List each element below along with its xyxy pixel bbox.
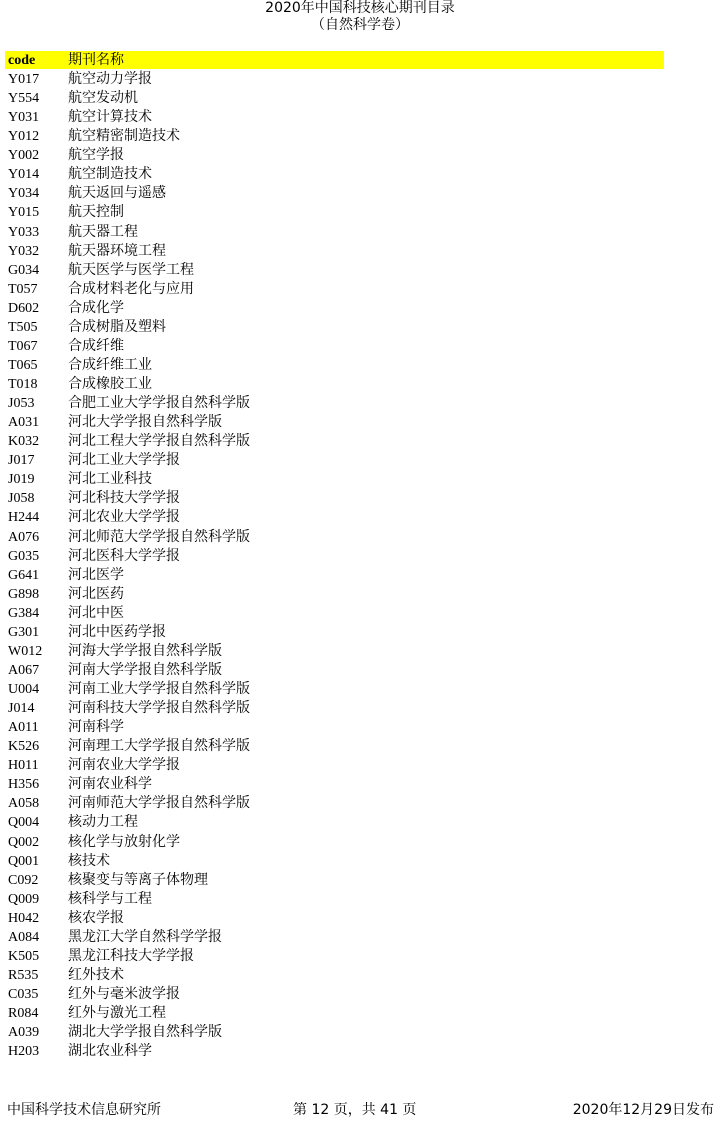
- journal-code: H244: [8, 510, 40, 526]
- table-row: [5, 528, 664, 547]
- table-row: [5, 223, 664, 242]
- journal-code: Q009: [8, 891, 40, 907]
- table-row: [5, 508, 664, 527]
- journal-code: G301: [8, 624, 40, 640]
- journal-name: 河北大学学报自然科学版: [68, 414, 222, 431]
- journal-name: 河北师范大学学报自然科学版: [68, 528, 250, 545]
- journal-name: 航空发动机: [68, 90, 138, 107]
- table-row: [5, 89, 664, 108]
- table-row: [5, 318, 664, 337]
- journal-code: R535: [8, 967, 39, 983]
- table-row: [5, 871, 664, 890]
- journal-code: T065: [8, 357, 38, 373]
- journal-code: H356: [8, 777, 40, 793]
- journal-code: Y015: [8, 205, 40, 221]
- journal-name: 红外技术: [68, 966, 124, 983]
- document-subtitle: （自然科学卷）: [311, 17, 409, 33]
- table-row: [5, 585, 664, 604]
- column-header-name: 期刊名称: [68, 52, 124, 68]
- table-row: [5, 928, 664, 947]
- journal-code: A011: [8, 720, 39, 736]
- journal-code: K505: [8, 948, 40, 964]
- journal-code: T057: [8, 281, 38, 297]
- table-row: [5, 813, 664, 832]
- journal-code: G898: [8, 586, 40, 602]
- journal-code: K526: [8, 739, 40, 755]
- journal-name: 黑龙江大学自然科学学报: [68, 928, 222, 945]
- table-row: [5, 852, 664, 871]
- journal-code: T018: [8, 377, 38, 392]
- journal-name: 河北工业科技: [68, 471, 152, 488]
- table-header-row: [5, 51, 664, 69]
- journal-name: 河南农业大学学报: [68, 757, 180, 774]
- journal-name: 湖北农业科学: [68, 1043, 152, 1060]
- table-row: [5, 70, 664, 89]
- journal-name: 航空动力学报: [68, 71, 152, 87]
- journal-code: Q004: [8, 815, 40, 831]
- journal-code: G035: [8, 548, 40, 564]
- journal-name: 核农学报: [68, 909, 124, 926]
- journal-name: 核聚变与等离子体物理: [68, 871, 208, 888]
- journal-code: J053: [8, 396, 35, 412]
- journal-code: A076: [8, 529, 40, 545]
- table-row: [5, 737, 664, 756]
- table-row: [5, 356, 664, 375]
- journal-code: U004: [8, 682, 40, 697]
- table-row: [5, 985, 664, 1004]
- journal-code: J014: [8, 701, 35, 717]
- table-row: [5, 833, 664, 852]
- journal-code: Y012: [8, 129, 40, 145]
- journal-code: Q002: [8, 834, 40, 850]
- journal-name: 河北科技大学学报: [68, 490, 180, 507]
- journal-code: T505: [8, 319, 38, 335]
- journal-name: 河南科技大学学报自然科学版: [68, 700, 250, 717]
- journal-name: 合成纤维工业: [68, 356, 152, 373]
- journal-code: C035: [8, 987, 39, 1002]
- table-row: [5, 642, 664, 661]
- table-row: [5, 337, 664, 356]
- journal-name: 核化学与放射化学: [68, 833, 180, 850]
- journal-name: 航天器环境工程: [68, 242, 166, 259]
- journal-code: C092: [8, 872, 39, 888]
- table-row: [5, 108, 664, 127]
- table-row: [5, 623, 664, 642]
- journal-name: 航空计算技术: [68, 109, 152, 126]
- journal-code: Y034: [8, 186, 40, 202]
- journal-code: D602: [8, 300, 40, 316]
- table-row: [5, 127, 664, 146]
- journal-name: 河北工程大学学报自然科学版: [68, 433, 250, 450]
- journal-name: 红外与激光工程: [68, 1005, 166, 1022]
- journal-name: 河北医科大学学报: [68, 547, 180, 564]
- table-row: [5, 566, 664, 585]
- table-row: [5, 775, 664, 794]
- journal-name: 河北工业大学学报: [68, 452, 180, 469]
- journal-code: Q001: [8, 853, 40, 869]
- table-row: [5, 280, 664, 299]
- journal-code: A067: [8, 662, 40, 678]
- journal-code: Y014: [8, 167, 40, 183]
- journal-code: H042: [8, 910, 40, 926]
- journal-name: 航天医学与医学工程: [68, 261, 194, 278]
- journal-name: 河南农业科学: [68, 776, 152, 793]
- journal-name: 合成材料老化与应用: [68, 280, 194, 297]
- table-row: [5, 966, 664, 985]
- journal-name: 核动力工程: [68, 814, 138, 831]
- table-row: [5, 432, 664, 451]
- journal-code: J019: [8, 472, 35, 488]
- journal-name: 合成纤维: [68, 337, 124, 354]
- table-row: [5, 261, 664, 280]
- journal-name: 河北医学: [68, 566, 124, 583]
- journal-name: 航空精密制造技术: [68, 128, 180, 145]
- table-row: [5, 299, 664, 318]
- journal-name: 航天控制: [68, 204, 124, 221]
- journal-name: 河海大学学报自然科学版: [68, 642, 222, 659]
- journal-name: 合成树脂及塑料: [68, 318, 166, 335]
- table-row: [5, 1023, 664, 1042]
- journal-name: 河北中医药学报: [68, 623, 166, 640]
- journal-name: 湖北大学学报自然科学版: [68, 1024, 222, 1041]
- table-row: [5, 604, 664, 623]
- journal-code: Y032: [8, 243, 40, 259]
- journal-code: R084: [8, 1006, 39, 1022]
- table-row: [5, 470, 664, 489]
- journal-name: 河北农业大学学报: [68, 509, 180, 526]
- table-row: [5, 718, 664, 737]
- journal-name: 河南理工大学学报自然科学版: [68, 738, 250, 755]
- table-row: [5, 794, 664, 813]
- journal-list: [5, 70, 664, 1061]
- journal-code: A039: [8, 1025, 40, 1041]
- table-row: [5, 413, 664, 432]
- journal-name: 河南师范大学学报自然科学版: [68, 795, 250, 812]
- table-row: [5, 203, 664, 222]
- journal-name: 河北医药: [68, 585, 124, 602]
- journal-name: 黑龙江科技大学学报: [68, 947, 194, 964]
- journal-code: A084: [8, 929, 40, 945]
- journal-code: Y033: [8, 224, 40, 240]
- table-row: [5, 947, 664, 966]
- table-row: [5, 699, 664, 718]
- table-row: [5, 1042, 664, 1061]
- table-row: [5, 547, 664, 566]
- journal-code: A031: [8, 415, 40, 431]
- journal-code: H203: [8, 1044, 40, 1060]
- journal-code: Y002: [8, 148, 40, 164]
- journal-code: J017: [8, 453, 35, 469]
- journal-name: 核技术: [68, 852, 110, 869]
- table-row: [5, 394, 664, 413]
- table-row: [5, 184, 664, 203]
- journal-code: H011: [8, 758, 39, 774]
- table-row: [5, 451, 664, 470]
- journal-code: Y017: [8, 72, 40, 87]
- table-row: [5, 756, 664, 775]
- journal-code: A058: [8, 796, 40, 812]
- table-row: [5, 146, 664, 165]
- journal-name: 合肥工业大学学报自然科学版: [68, 395, 250, 412]
- journal-name: 航空制造技术: [68, 166, 152, 183]
- document-title: 2020年中国科技核心期刊目录: [265, 0, 455, 16]
- journal-name: 河南大学学报自然科学版: [68, 661, 222, 678]
- journal-code: G034: [8, 262, 40, 278]
- journal-name: 航天器工程: [68, 223, 138, 240]
- journal-name: 合成橡胶工业: [68, 376, 152, 392]
- footer-release-date: 2020年12月29日发布: [572, 1102, 714, 1118]
- journal-code: J058: [8, 491, 35, 507]
- footer-page-info: 第 12 页，共 41 页: [293, 1102, 417, 1118]
- footer-publisher: 中国科学技术信息研究所: [7, 1102, 161, 1118]
- table-row: [5, 242, 664, 261]
- table-row: [5, 909, 664, 928]
- journal-name: 河南工业大学学报自然科学版: [68, 681, 250, 697]
- journal-code: Y031: [8, 110, 40, 126]
- table-row: [5, 375, 664, 394]
- journal-name: 航空学报: [68, 147, 124, 164]
- journal-code: G384: [8, 605, 40, 621]
- table-row: [5, 489, 664, 508]
- table-row: [5, 680, 664, 699]
- table-row: [5, 890, 664, 909]
- journal-name: 河南科学: [68, 719, 124, 736]
- journal-code: Y554: [8, 91, 40, 107]
- journal-name: 红外与毫米波学报: [68, 986, 180, 1002]
- journal-name: 航天返回与遥感: [68, 185, 166, 202]
- journal-code: G641: [8, 567, 40, 583]
- journal-name: 河北中医: [68, 604, 124, 621]
- journal-code: T067: [8, 338, 38, 354]
- column-header-code: code: [8, 53, 36, 68]
- journal-name: 核科学与工程: [68, 890, 152, 907]
- table-row: [5, 165, 664, 184]
- journal-name: 合成化学: [68, 299, 124, 316]
- table-row: [5, 1004, 664, 1023]
- journal-code: W012: [8, 643, 43, 659]
- journal-code: K032: [8, 434, 40, 450]
- table-row: [5, 661, 664, 680]
